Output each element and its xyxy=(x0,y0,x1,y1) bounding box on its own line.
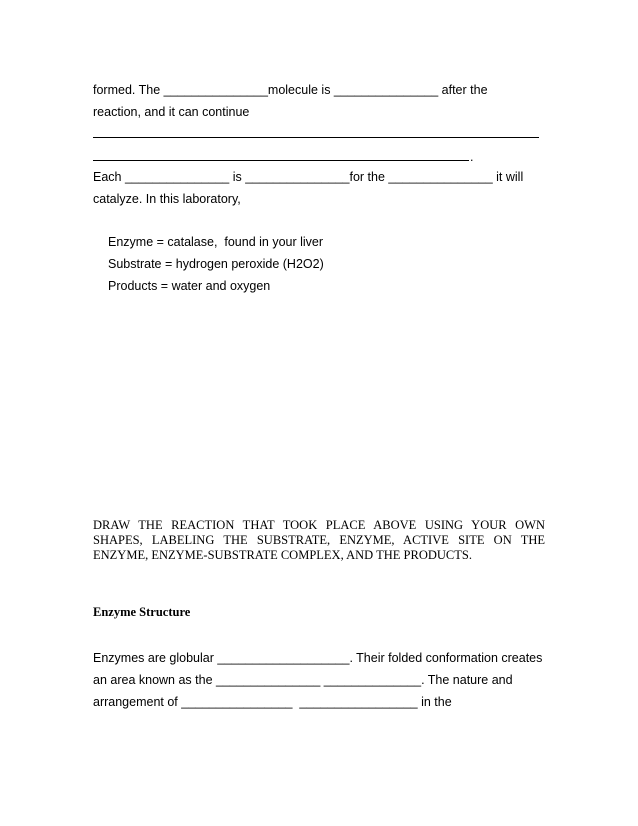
substrate-line: Substrate = hydrogen peroxide (H2O2) xyxy=(108,257,324,271)
text-line: Each _______________ is _______________for the _______________ it will xyxy=(93,170,524,184)
text-line: Enzymes are globular ___________________. Their folded conformation creates xyxy=(93,651,543,665)
drawing-instructions: DRAW THE REACTION THAT TOOK PLACE ABOVE USING YOUR OWN SHAPES, LABELING THE SUBSTRATE, ENZYME, ACTIVE SITE ON THE ENZYME, ENZYME-SUBSTRATE COMPLEX, AND THE PRODUCTS. xyxy=(93,518,545,562)
text-line: arrangement of ________________ _________________ in the xyxy=(93,695,452,709)
enzyme-line: Enzyme = catalase, found in your liver xyxy=(108,235,324,249)
blank-line xyxy=(93,137,539,138)
products-line: Products = water and oxygen xyxy=(108,279,271,293)
section-heading: Enzyme Structure xyxy=(93,605,191,619)
text-line: formed. The _______________molecule is _______________ after the xyxy=(93,83,488,97)
text-line: reaction, and it can continue xyxy=(93,105,250,119)
text-line: catalyze. In this laboratory, xyxy=(93,192,241,206)
text-line: . xyxy=(470,150,474,164)
text-line: an area known as the _______________ ______________. The nature and xyxy=(93,673,513,687)
blank-line xyxy=(93,160,469,161)
